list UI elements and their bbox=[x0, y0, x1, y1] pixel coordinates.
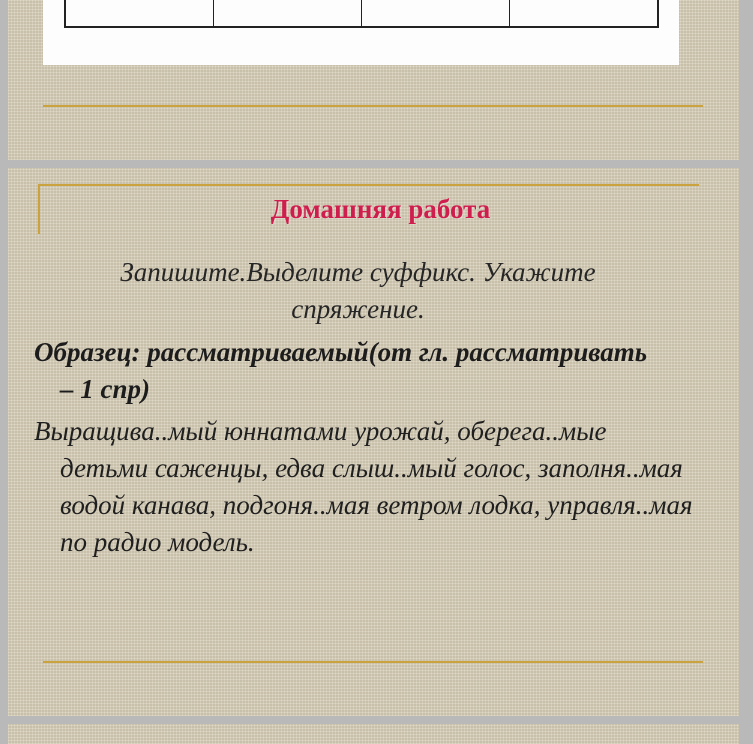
slide-divider-line bbox=[43, 105, 703, 107]
slide-title: Домашняя работа bbox=[270, 194, 491, 224]
previous-slide[interactable] bbox=[8, 0, 739, 160]
table-frame bbox=[64, 0, 659, 28]
table-cell bbox=[66, 0, 214, 26]
homework-slide[interactable] bbox=[8, 168, 739, 716]
sample-answer: Образец: рассматриваемый(от гл. рассматривать – 1 спр) bbox=[34, 337, 648, 404]
title-frame-line bbox=[39, 184, 699, 186]
table-cell-fragment bbox=[549, 0, 619, 2]
table-cell bbox=[510, 0, 657, 26]
exercise-text: Выращива..мый юннатами урожай, оберега..мые детьми саженцы, едва слыш..мый голос, заполня..мая водой канава, подгоня..мая ветром лодка, управля..мая по радио модель. bbox=[34, 416, 693, 557]
task-instruction: Запишите.Выделите суффикс. Укажите спряжение. bbox=[120, 257, 596, 324]
table-image bbox=[43, 0, 679, 65]
table-cell bbox=[362, 0, 510, 26]
slide-divider-line bbox=[43, 661, 703, 663]
next-slide[interactable] bbox=[8, 724, 739, 744]
table-cell bbox=[214, 0, 362, 26]
